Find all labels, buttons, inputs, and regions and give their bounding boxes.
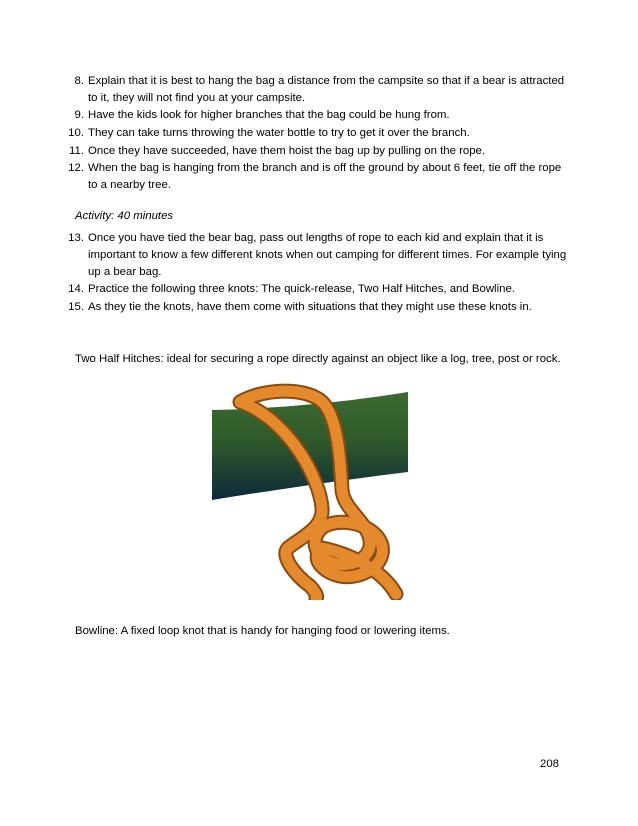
page-number: 208 (540, 758, 560, 770)
list-item (68, 299, 568, 316)
list-text: They can take turns throwing the water bottle to try to get it over the branch. (88, 127, 470, 139)
list-number: 14. (68, 283, 84, 295)
list-text: Have the kids look for higher branches that the bag could be hung from. (88, 109, 450, 121)
list-text: Once they have succeeded, have them hoist the bag up by pulling on the rope. (88, 145, 486, 157)
list-item (68, 281, 568, 298)
list-text: When the bag is hanging from the branch and is off the ground by about 6 feet, tie off the rope to a nearby tree. (88, 162, 562, 191)
list-text: Once you have tied the bear bag, pass out lengths of rope to each kid and explain that it is important to know a few different knots when out camping for different times. For example tying up a bear bag. (88, 232, 567, 278)
list-number: 10. (68, 127, 84, 139)
list-item (68, 230, 568, 281)
list-number: 9. (74, 109, 84, 121)
activity-heading: Activity: 40 minutes (75, 210, 174, 222)
list-number: 11. (69, 145, 84, 157)
two-half-hitches-description: Two Half Hitches: ideal for securing a rope directly against an object like a log, tree, post or rock. (75, 353, 561, 365)
bowline-description: Bowline: A fixed loop knot that is handy for hanging food or lowering items. (75, 625, 450, 637)
list-number: 13. (68, 232, 84, 244)
list-item (68, 125, 568, 142)
list-number: 15. (68, 301, 84, 313)
list-item (74, 107, 568, 124)
list-number: 8. (74, 75, 84, 87)
list-text: Practice the following three knots: The quick-release, Two Half Hitches, and Bowline. (88, 283, 515, 295)
list-text: As they tie the knots, have them come with situations that they might use these knots in. (88, 301, 532, 313)
list-item (74, 73, 568, 107)
list-number: 12. (68, 162, 84, 174)
list-item (68, 160, 568, 194)
list-text: Explain that it is best to hang the bag a distance from the campsite so that if a bear is attracted to it, they will not find you at your campsite. (88, 75, 565, 104)
list-item (69, 143, 568, 160)
two-half-hitches-illustration (210, 380, 410, 600)
